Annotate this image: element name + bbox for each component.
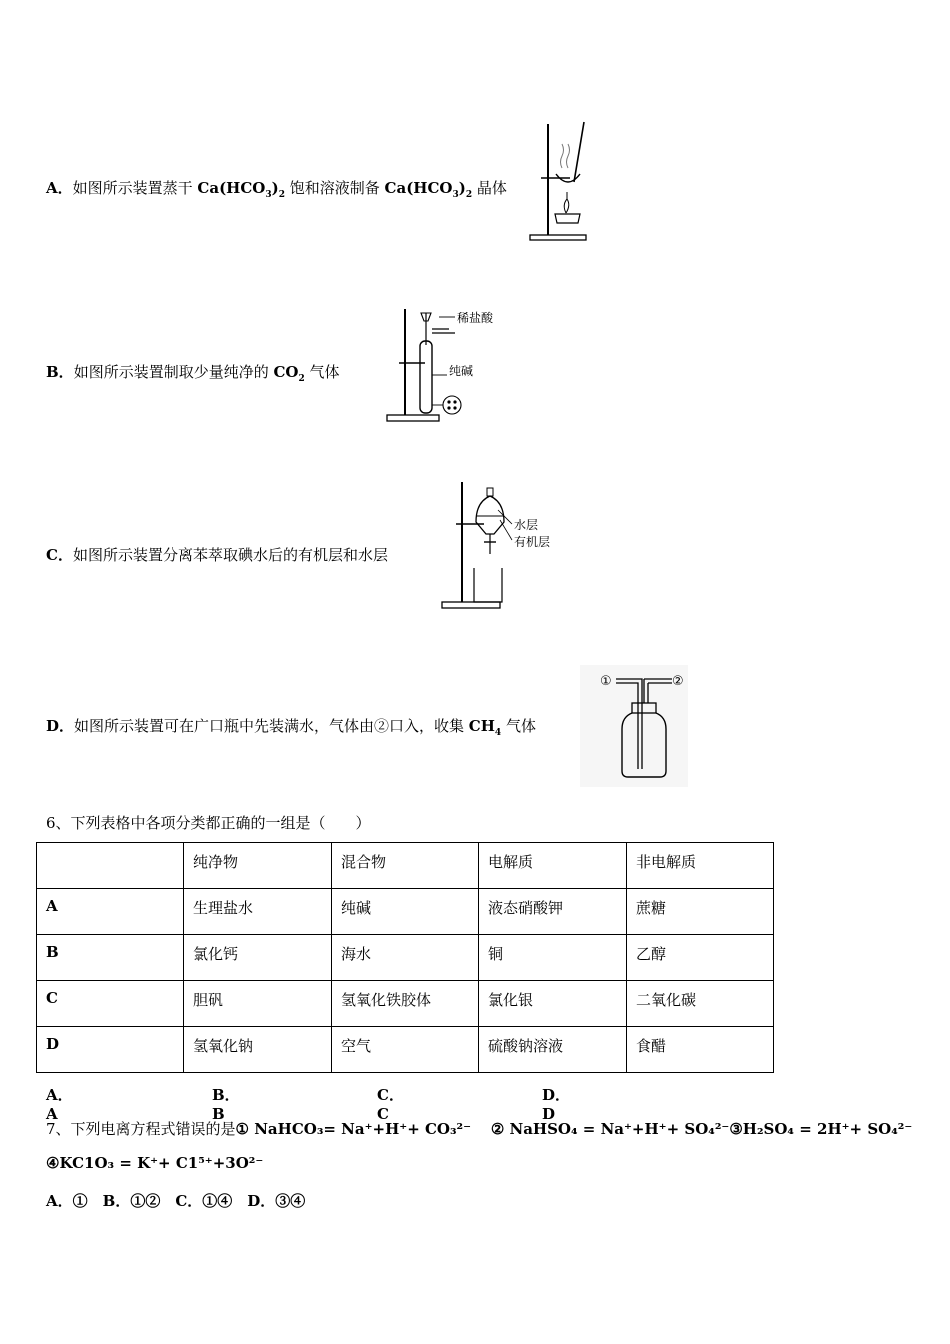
label-water-layer: 水层 bbox=[514, 518, 539, 532]
answer-choice: C．C bbox=[377, 1086, 404, 1123]
table-row: A 生理盐水 纯碱 液态硝酸钾 蔗糖 bbox=[37, 889, 774, 935]
port-2-label: ② bbox=[672, 674, 684, 689]
header-non-electrolyte: 非电解质 bbox=[627, 843, 774, 889]
equation-2: ② NaHSO₄ = Na⁺+H⁺+ SO₄²⁻ bbox=[490, 1120, 730, 1138]
table-row: D 氢氧化钠 空气 硫酸钠溶液 食醋 bbox=[37, 1027, 774, 1073]
label-soda-ash: 纯碱 bbox=[449, 364, 474, 378]
option-a-letter: A． bbox=[46, 179, 73, 197]
option-a: A．如图所示装置蒸干 $Ca(HCO_3)_2$ 饱和溶液制备 $Ca(HCO_3)_2$ 晶体 bbox=[46, 179, 507, 200]
separatory-funnel-apparatus-figure bbox=[440, 480, 560, 612]
table-row: B 氯化钙 海水 铜 乙醇 bbox=[37, 935, 774, 981]
header-mixture: 混合物 bbox=[332, 843, 479, 889]
question-7-answers: A．① B．①② C．①④ D．③④ bbox=[46, 1192, 306, 1210]
option-b-text: 如图所示装置制取少量纯净的 bbox=[73, 363, 274, 381]
formula: Ca(HCO bbox=[197, 179, 266, 197]
option-c-text: 如图所示装置分离苯萃取碘水后的有机层和水层 bbox=[72, 546, 388, 564]
label-dilute-hcl: 稀盐酸 bbox=[457, 311, 494, 325]
answer-choice: B．B bbox=[212, 1086, 240, 1123]
question-7-stem: 7、下列电离方程式错误的是① NaHCO₃= Na⁺+H⁺+ CO₃²⁻ ② NaHSO₄ = Na⁺+H⁺+ SO₄²⁻③H₂SO₄ = 2H⁺+ SO₄²⁻ bbox=[46, 1120, 913, 1138]
option-c bbox=[46, 544, 388, 565]
label-organic-layer: 有机层 bbox=[514, 535, 551, 549]
answer-choice: A．A bbox=[46, 1086, 73, 1123]
classification-table bbox=[36, 842, 774, 1073]
equation-4: ④KC1O₃ = K⁺+ C1⁵⁺+3O²⁻ bbox=[46, 1154, 264, 1172]
option-b: B．如图所示装置制取少量纯净的 $CO_2$ 气体 bbox=[46, 363, 340, 384]
evaporating-dish-apparatus-figure bbox=[528, 118, 588, 243]
option-d-letter: D． bbox=[46, 717, 75, 735]
equation-3: ③H₂SO₄ = 2H⁺+ SO₄²⁻ bbox=[729, 1120, 913, 1138]
option-d-text: 如图所示装置可在广口瓶中先装满水，气体由②口入，收集 bbox=[74, 717, 469, 735]
option-b-letter: B． bbox=[46, 363, 74, 381]
gas-washing-bottle-figure bbox=[580, 665, 690, 790]
option-a-text: 如图所示装置蒸干 bbox=[72, 179, 198, 197]
table-header-row bbox=[37, 843, 774, 889]
table-row: C 胆矾 氢氧化铁胶体 氯化银 二氧化碳 bbox=[37, 981, 774, 1027]
equation-1: ① NaHCO₃= Na⁺+H⁺+ CO₃²⁻ bbox=[235, 1120, 472, 1138]
co2-generator-apparatus-figure bbox=[385, 305, 505, 430]
header-electrolyte: 电解质 bbox=[479, 843, 627, 889]
answer-choice: D．D bbox=[542, 1086, 571, 1123]
port-1-label: ① bbox=[600, 674, 612, 689]
option-c-letter: C． bbox=[46, 546, 73, 564]
option-d: D．如图所示装置可在广口瓶中先装满水，气体由②口入，收集 $CH_4$ 气体 bbox=[46, 717, 536, 738]
header-pure-substance: 纯净物 bbox=[184, 843, 332, 889]
question-6-stem: 6、下列表格中各项分类都正确的一组是（ ） bbox=[46, 814, 371, 832]
